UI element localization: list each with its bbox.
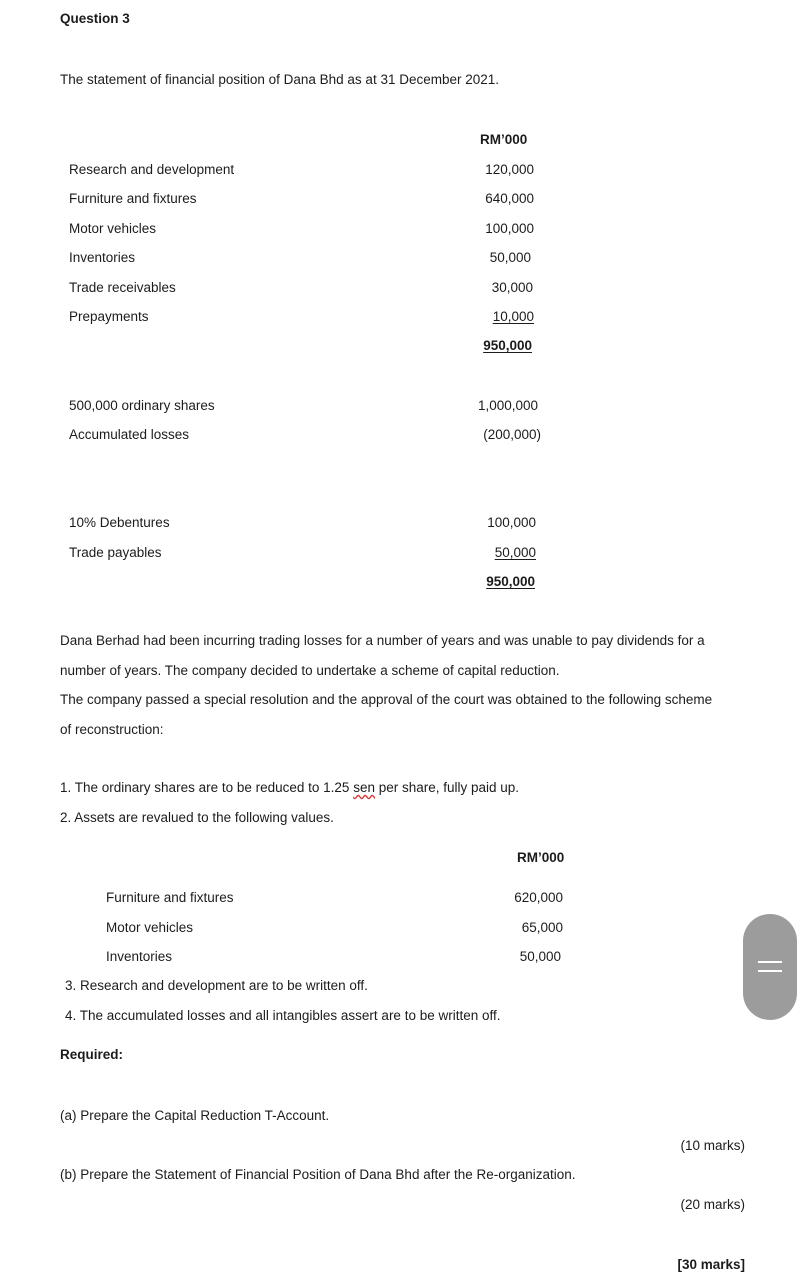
reval-value: 50,000 <box>519 949 561 964</box>
scheme-item-1-text: 1. The ordinary shares are to be reduced to 1.25 <box>60 780 354 795</box>
asset-label: Trade receivables <box>69 280 176 295</box>
liability-value: 50,000 <box>494 545 536 560</box>
scheme-item-4: 4. The accumulated losses and all intangibles assert are to be written off. <box>65 1008 501 1023</box>
reval-label: Furniture and fixtures <box>106 890 234 905</box>
equity-value: 1,000,000 <box>477 398 538 413</box>
asset-value: 10,000 <box>492 309 534 324</box>
part-b-marks: (20 marks) <box>680 1197 745 1212</box>
asset-label: Research and development <box>69 162 235 177</box>
scheme-item-1-text-end: per share, fully paid up. <box>374 780 520 795</box>
grip-line-icon <box>758 961 782 963</box>
part-b: (b) Prepare the Statement of Financial Position of Dana Bhd after the Re-organization. <box>60 1167 576 1182</box>
asset-value: 100,000 <box>485 221 534 236</box>
scheme-item-2: 2. Assets are revalued to the following values. <box>60 810 334 825</box>
asset-value: 120,000 <box>485 162 534 177</box>
asset-value: 30,000 <box>491 280 533 295</box>
sofp-currency-header: RM’000 <box>480 132 528 147</box>
reval-label: Inventories <box>106 949 173 964</box>
assets-total: 950,000 <box>483 338 532 353</box>
intro-text: The statement of financial position of Dana Bhd as at 31 December 2021. <box>60 72 500 87</box>
liability-label: 10% Debentures <box>69 515 170 530</box>
narrative-line: Dana Berhad had been incurring trading losses for a number of years and was unable to pay dividends for a <box>60 633 705 648</box>
narrative-line: number of years. The company decided to undertake a scheme of capital reduction. <box>60 663 560 678</box>
asset-label: Motor vehicles <box>69 221 157 236</box>
asset-value: 640,000 <box>485 191 534 206</box>
spellcheck-flagged-word: sen <box>353 780 375 795</box>
narrative-line: of reconstruction: <box>60 722 164 737</box>
liability-value: 100,000 <box>487 515 536 530</box>
reval-value: 620,000 <box>514 890 563 905</box>
scheme-item-3: 3. Research and development are to be written off. <box>65 978 368 993</box>
asset-label: Inventories <box>69 250 136 265</box>
asset-label: Prepayments <box>69 309 149 324</box>
equity-label: 500,000 ordinary shares <box>69 398 215 413</box>
total-marks: [30 marks] <box>677 1257 745 1272</box>
scheme-item-1 <box>60 781 519 795</box>
equity-label: Accumulated losses <box>69 427 190 442</box>
asset-value: 50,000 <box>489 250 531 265</box>
asset-label: Furniture and fixtures <box>69 191 197 206</box>
equity-value: (200,000) <box>483 427 541 442</box>
narrative-line: The company passed a special resolution and the approval of the court was obtained to the following scheme <box>60 692 713 707</box>
liability-label: Trade payables <box>69 545 162 560</box>
part-a-marks: (10 marks) <box>680 1138 745 1153</box>
reval-value: 65,000 <box>521 920 563 935</box>
required-heading: Required: <box>60 1047 124 1062</box>
reval-label: Motor vehicles <box>106 920 194 935</box>
question-title: Question 3 <box>60 11 130 26</box>
part-a: (a) Prepare the Capital Reduction T-Account. <box>60 1108 330 1123</box>
liabilities-total: 950,000 <box>486 574 535 589</box>
scroll-handle[interactable] <box>743 914 797 1020</box>
grip-line-icon <box>758 970 782 972</box>
reval-currency-header: RM’000 <box>517 850 565 865</box>
